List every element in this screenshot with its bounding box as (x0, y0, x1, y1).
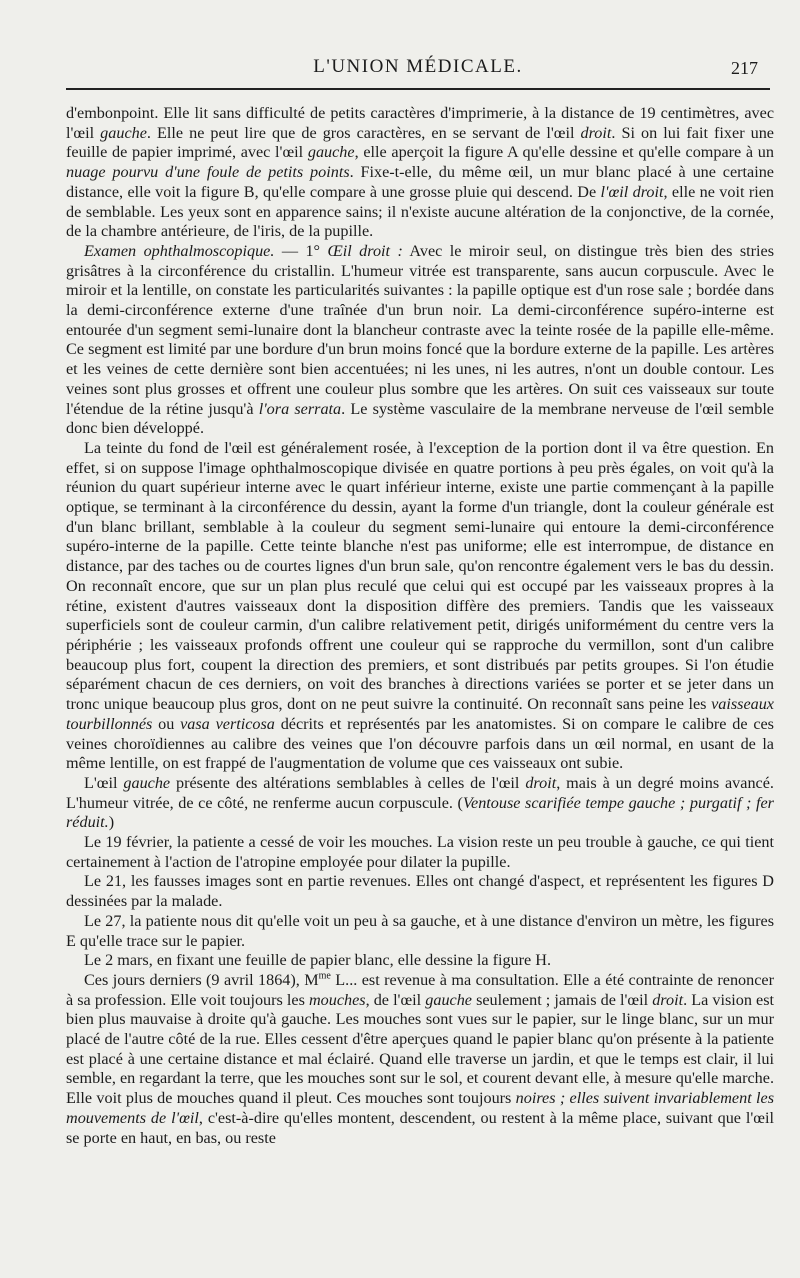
text-run: présente des altérations semblables à celles de l'œil (170, 773, 526, 792)
text-run: L... est revenue à ma consultation. Elle a été contrainte de renoncer à sa profession. Elle voit toujours les (66, 970, 774, 1009)
italic-text: vasa verticosa (180, 714, 275, 733)
text-run: — 1° (274, 241, 328, 260)
page-number: 217 (731, 58, 758, 78)
italic-text: droit (580, 123, 612, 142)
text-run: Ces jours derniers (9 avril 1864), M (84, 970, 319, 989)
text-run: Le 27, la patiente nous dit qu'elle voit un peu à sa gauche, et à une distance d'environ un mètre, les figures E qu'elle trace sur le papier. (66, 911, 774, 950)
page-header (66, 56, 770, 90)
text-run: , c'est-à-dire qu'elles montent, descendent, ou restent à la même place, suivant que l'œil se porte en haut, en bas, ou reste (66, 1108, 774, 1147)
article-body (66, 104, 774, 1148)
italic-text: droit (652, 990, 684, 1009)
italic-text: gauche (425, 990, 472, 1009)
paragraph (66, 971, 774, 1148)
text-run: L'œil (84, 773, 124, 792)
running-title: L'UNION MÉDICALE. (313, 56, 523, 77)
paragraph (66, 439, 774, 774)
text-run: . Le système vasculaire de la membrane nerveuse de l'œil semble donc bien développé. (66, 399, 774, 438)
text-run: seulement ; jamais de l'œil (472, 990, 653, 1009)
italic-text: Ventouse scarifiée tempe gauche ; purgatif ; fer réduit. (66, 793, 774, 832)
paragraph (66, 104, 774, 242)
paragraph (66, 872, 774, 911)
text-run: , elle ne voit rien de semblable. Les yeux sont en apparence sains; il n'existe aucune altération de la conjonctive, de la cornée, de la chambre antérieure, de l'iris, de la pupille. (66, 182, 774, 241)
text-run: La teinte du fond de l'œil est généralement rosée, à l'exception de la portion dont il va être question. En effet, si on suppose l'image ophthalmoscopique divisée en quatre portions à peu près égales, on voit qu'à la réunion du quart supérieur interne avec le quart inférieur interne, existe une partie commençant à la papille optique, se terminant à la circonférence du dessin, ayant la forme d'un triangle, dont la couleur générale est d'un blanc brillant, semblable à la couleur du segment semi-lunaire qui entoure la demi-circonférence supéro-interne de la papille. Cette teinte blanche n'est pas uniforme; elle est interrompue, de distance en distance, par des taches ou de courtes lignes d'un brun sale, qu'on rencontre également vers le bas du dessin. On reconnaît encore, que sur un plan plus reculé que celui qui est occupé par les vaisseaux propres à la rétine, existent d'autres vaisseaux dont la disposition diffère des premiers. Tandis que les vaisseaux superficiels sont de couleur carmin, d'un calibre relativement petit, dirigés uniformément du centre vers la périphérie ; les vaisseaux profonds offrent une couleur qui se rapproche du vermillon, sont d'un calibre beaucoup plus fort, coupent la direction des premiers, et sont distribués par petits groupes. Si l'on étudie séparément chacun de ces derniers, on voit des branches à directions variées se porter et se jeter dans un tronc unique beaucoup plus gros, dont on ne peut suivre la continuité. On reconnaît sans peine les (66, 438, 774, 714)
text-run: , elle aperçoit la figure A qu'elle dessine et qu'elle compare à un (354, 143, 774, 162)
paragraph (66, 774, 774, 833)
italic-text: gauche (307, 143, 355, 162)
text-run: . Fixe-t-elle, du même œil, un mur blanc placé à une certaine distance, elle voit la figure B, qu'elle compare à une grosse pluie qui descend. De (66, 163, 774, 201)
paragraph (66, 951, 774, 971)
text-run: d'embonpoint. Elle lit sans difficulté de petits caractères d'imprimerie, à la distance de 19 centimètres, avec l'œil (66, 104, 774, 142)
paragraph (66, 242, 774, 439)
italic-text: droit (525, 773, 557, 792)
text-run: , mais à un degré moins avancé. L'humeur vitrée, de ce côté, ne renferme aucun corpuscule. ( (66, 773, 774, 812)
italic-text: nuage pourvu d'une foule de petits points (66, 163, 350, 182)
text-run: Le 21, les fausses images sont en partie revenues. Elles ont changé d'aspect, et représentent les figures D dessinées par la malade. (66, 872, 774, 911)
text-run: , de l'œil (365, 990, 426, 1009)
superscript-text: me (318, 970, 331, 982)
text-run: Avec le miroir seul, on distingue très bien des stries grisâtres à la circonférence du cristallin. L'humeur vitrée est transparente, sans aucun corpuscule. Avec le miroir et la lentille, on constate les particularités suivantes : la papille optique est d'un rose sale ; bordée dans la demi-circonférence externe d'une traînée d'un brun noir. La demi-circonférence supéro-interne est entourée d'un segment semi-lunaire dont la blancheur contraste avec la teinte rosée de la papille elle-même. Ce segment est limité par une bordure d'un brun moins foncé que la bordure externe de la papille. Les artères et les veines de cette dernière sont bien accentuées; ni les unes, ni les autres, n'ont un double contour. Les veines sont plus grosses et offrent une couleur plus sombre que les artères. On suit ces vaisseaux sur toute l'étendue de la rétine jusqu'à (66, 241, 774, 418)
italic-text: Œil droit : (327, 241, 403, 260)
paragraph (66, 833, 774, 872)
text-run: . Elle ne peut lire que de gros caractères, en se servant de l'œil (146, 123, 581, 142)
text-run: ) (108, 813, 115, 832)
italic-text: noires ; elles suivent invariablement les mouvements de l'œil (66, 1089, 775, 1127)
italic-text: Examen ophthalmoscopique. (84, 241, 275, 260)
italic-text: gauche (123, 773, 171, 792)
paragraph (66, 912, 774, 951)
text-run: . La vision est bien plus mauvaise à droite qu'à gauche. Les mouches sont vues sur le papier, sur le linge blanc, sur un mur placé de l'autre côté de la rue. Elles cessent d'être aperçues quand le papier blanc qu'on présente à la patiente est placé à une certaine distance et mal éclairé. Quand elle traverse un jardin, et que le temps est clair, il lui semble, en regardant la terre, que les mouches sont sur le sol, et courent devant elle, à mesure qu'elle marche. Elle voit plus de mouches quand il pleut. Ces mouches sont toujours (66, 990, 774, 1108)
italic-text: l'ora serrata (258, 399, 342, 418)
italic-text: vaisseaux tourbillonnés (66, 695, 774, 733)
text-run: Le 2 mars, en fixant une feuille de papier blanc, elle dessine la figure H. (84, 951, 552, 970)
text-run: décrits et représentés par les anatomistes. Si on compare le calibre de ces veines choroïdiennes au calibre des veines que l'on découvre parfois dans un œil normal, en usant de la même lentille, on est frappé de l'augmentation de volume que ces vaisseaux ont subie. (66, 714, 774, 773)
text-run: . Si on lui fait fixer une feuille de papier imprimé, avec l'œil (66, 123, 774, 162)
italic-text: mouches (308, 990, 366, 1009)
italic-text: l'œil droit (600, 182, 664, 201)
italic-text: gauche (100, 123, 147, 142)
text-run: Le 19 février, la patiente a cessé de voir les mouches. La vision reste un peu trouble à gauche, ce qui tient certainement à l'action de l'atropine employée pour dilater la pupille. (66, 833, 774, 871)
text-run: ou (152, 714, 181, 733)
